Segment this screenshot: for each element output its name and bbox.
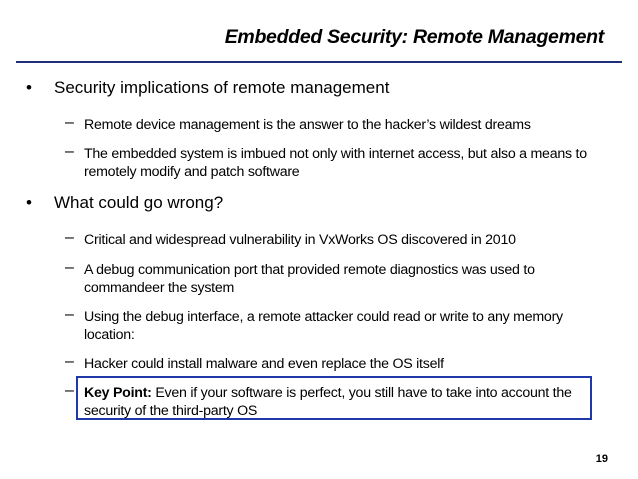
sub-bullet-vxworks bbox=[65, 231, 595, 249]
bullet-security-implications bbox=[26, 78, 389, 98]
title-divider bbox=[16, 61, 622, 63]
sub-bullet-text: A debug communication port that provided remote diagnostics was used to commandeer the system bbox=[84, 262, 535, 296]
sub-bullet-remote-management bbox=[65, 116, 595, 134]
sub-bullet-text: Critical and widespread vulnerability in VxWorks OS discovered in 2010 bbox=[84, 232, 516, 248]
page-number: 19 bbox=[595, 453, 608, 465]
dash-icon: – bbox=[65, 229, 74, 246]
bullet-icon: • bbox=[26, 193, 32, 212]
dash-icon: – bbox=[65, 143, 74, 160]
sub-bullet-malware bbox=[65, 355, 595, 373]
key-point-label: Key Point: bbox=[84, 385, 152, 401]
sub-bullet-debug-port bbox=[65, 261, 595, 297]
sub-bullet-debug-interface bbox=[65, 308, 595, 344]
key-point-body: Even if your software is perfect, you still have to take into account the security of the third-party OS bbox=[84, 385, 572, 419]
dash-icon: – bbox=[65, 382, 74, 399]
dash-icon: – bbox=[65, 259, 74, 276]
bullet-text: What could go wrong? bbox=[54, 193, 224, 212]
bullet-text: Security implications of remote management bbox=[54, 78, 390, 97]
sub-bullet-text: Using the debug interface, a remote attacker could read or write to any memory location: bbox=[84, 309, 563, 343]
dash-icon: – bbox=[65, 353, 74, 370]
dash-icon: – bbox=[65, 306, 74, 323]
bullet-what-could-go-wrong bbox=[26, 193, 223, 213]
sub-bullet-text: Remote device management is the answer to the hacker’s wildest dreams bbox=[84, 117, 531, 133]
key-point-text bbox=[65, 384, 595, 420]
slide-title: Embedded Security: Remote Management bbox=[224, 26, 604, 48]
dash-icon: – bbox=[65, 114, 74, 131]
sub-bullet-embedded-system bbox=[65, 145, 595, 181]
bullet-icon: • bbox=[26, 78, 32, 97]
sub-bullet-text: The embedded system is imbued not only with internet access, but also a means to remotely modify and patch software bbox=[84, 146, 587, 180]
sub-bullet-key-point bbox=[65, 384, 595, 420]
sub-bullet-text: Hacker could install malware and even replace the OS itself bbox=[84, 356, 444, 372]
